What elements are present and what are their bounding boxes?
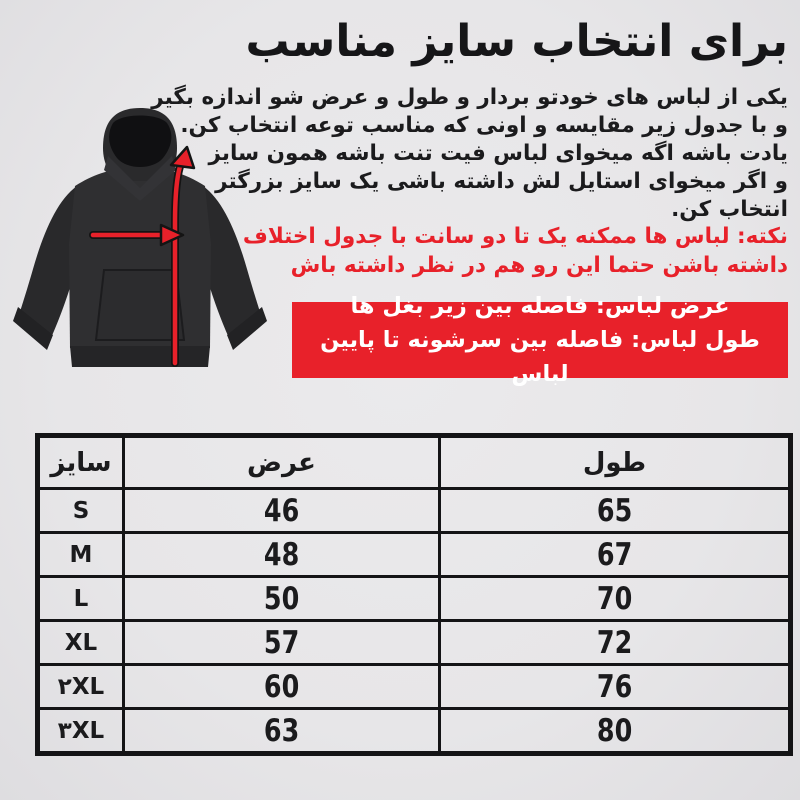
table-row — [38, 621, 791, 665]
length-cell — [440, 489, 791, 533]
length-cell — [440, 665, 791, 709]
length-value: 72 — [596, 624, 633, 661]
table-row — [38, 665, 791, 709]
width-value: 50 — [263, 580, 300, 617]
length-value: 70 — [596, 580, 633, 617]
size-cell: ۳XL — [38, 709, 124, 754]
size-cell: S — [38, 489, 124, 533]
width-cell — [124, 533, 440, 577]
header-cell-length: طول — [440, 436, 791, 489]
length-cell — [440, 709, 791, 754]
width-value: 63 — [263, 712, 300, 749]
length-cell — [440, 621, 791, 665]
note-text — [243, 222, 788, 280]
width-cell — [124, 489, 440, 533]
size-cell: XL — [38, 621, 124, 665]
definition-line-length: طول لباس: فاصله بین سرشونه تا پایین لباس — [320, 327, 760, 387]
size-cell: ۲XL — [38, 665, 124, 709]
length-value: 80 — [596, 712, 633, 749]
size-table — [35, 433, 793, 756]
page-title: برای انتخاب سایز مناسب — [245, 16, 788, 67]
length-value: 67 — [596, 536, 633, 573]
table-row — [38, 577, 791, 621]
definition-line-width: عرض لباس: فاصله بین زیر بغل ها — [350, 293, 730, 319]
table-row — [38, 533, 791, 577]
header-cell-size: سایز — [38, 436, 124, 489]
width-cell — [124, 665, 440, 709]
table-header-row — [38, 436, 791, 489]
width-value: 48 — [263, 536, 300, 573]
intro-line: یکی از لباس های خودتو بردار و طول و عرض شو اندازه بگیر — [151, 85, 788, 110]
length-cell — [440, 533, 791, 577]
note-line: داشته باشن حتما این رو هم در نظر داشته باش — [290, 253, 788, 278]
hoodie-svg — [5, 104, 275, 384]
length-value: 65 — [596, 492, 633, 529]
hoodie-image — [5, 104, 275, 384]
intro-line: انتخاب کن. — [671, 197, 788, 222]
width-value: 57 — [263, 624, 300, 661]
size-cell: M — [38, 533, 124, 577]
intro-line: و با جدول زیر مقایسه و اونی که مناسب توعه انتخاب کن. — [180, 113, 788, 138]
width-cell — [124, 621, 440, 665]
width-cell — [124, 709, 440, 754]
kangaroo-pocket — [96, 270, 184, 340]
note-line: نکته: لباس ها ممکنه یک تا دو سانت با جدول اختلاف — [242, 224, 788, 249]
length-value: 76 — [596, 668, 633, 705]
width-cell — [124, 577, 440, 621]
size-cell: L — [38, 577, 124, 621]
intro-line: یادت باشه اگه میخوای لباس فیت تنت باشه همون سایز — [208, 141, 788, 166]
table-row — [38, 489, 791, 533]
header-cell-width: عرض — [124, 436, 440, 489]
length-cell — [440, 577, 791, 621]
table-row — [38, 709, 791, 754]
width-value: 46 — [263, 492, 300, 529]
intro-line: و اگر میخوای استایل لش داشته باشی یک سایز بزرگتر — [215, 169, 788, 194]
measurement-definition-box — [292, 293, 788, 387]
width-value: 60 — [263, 668, 300, 705]
